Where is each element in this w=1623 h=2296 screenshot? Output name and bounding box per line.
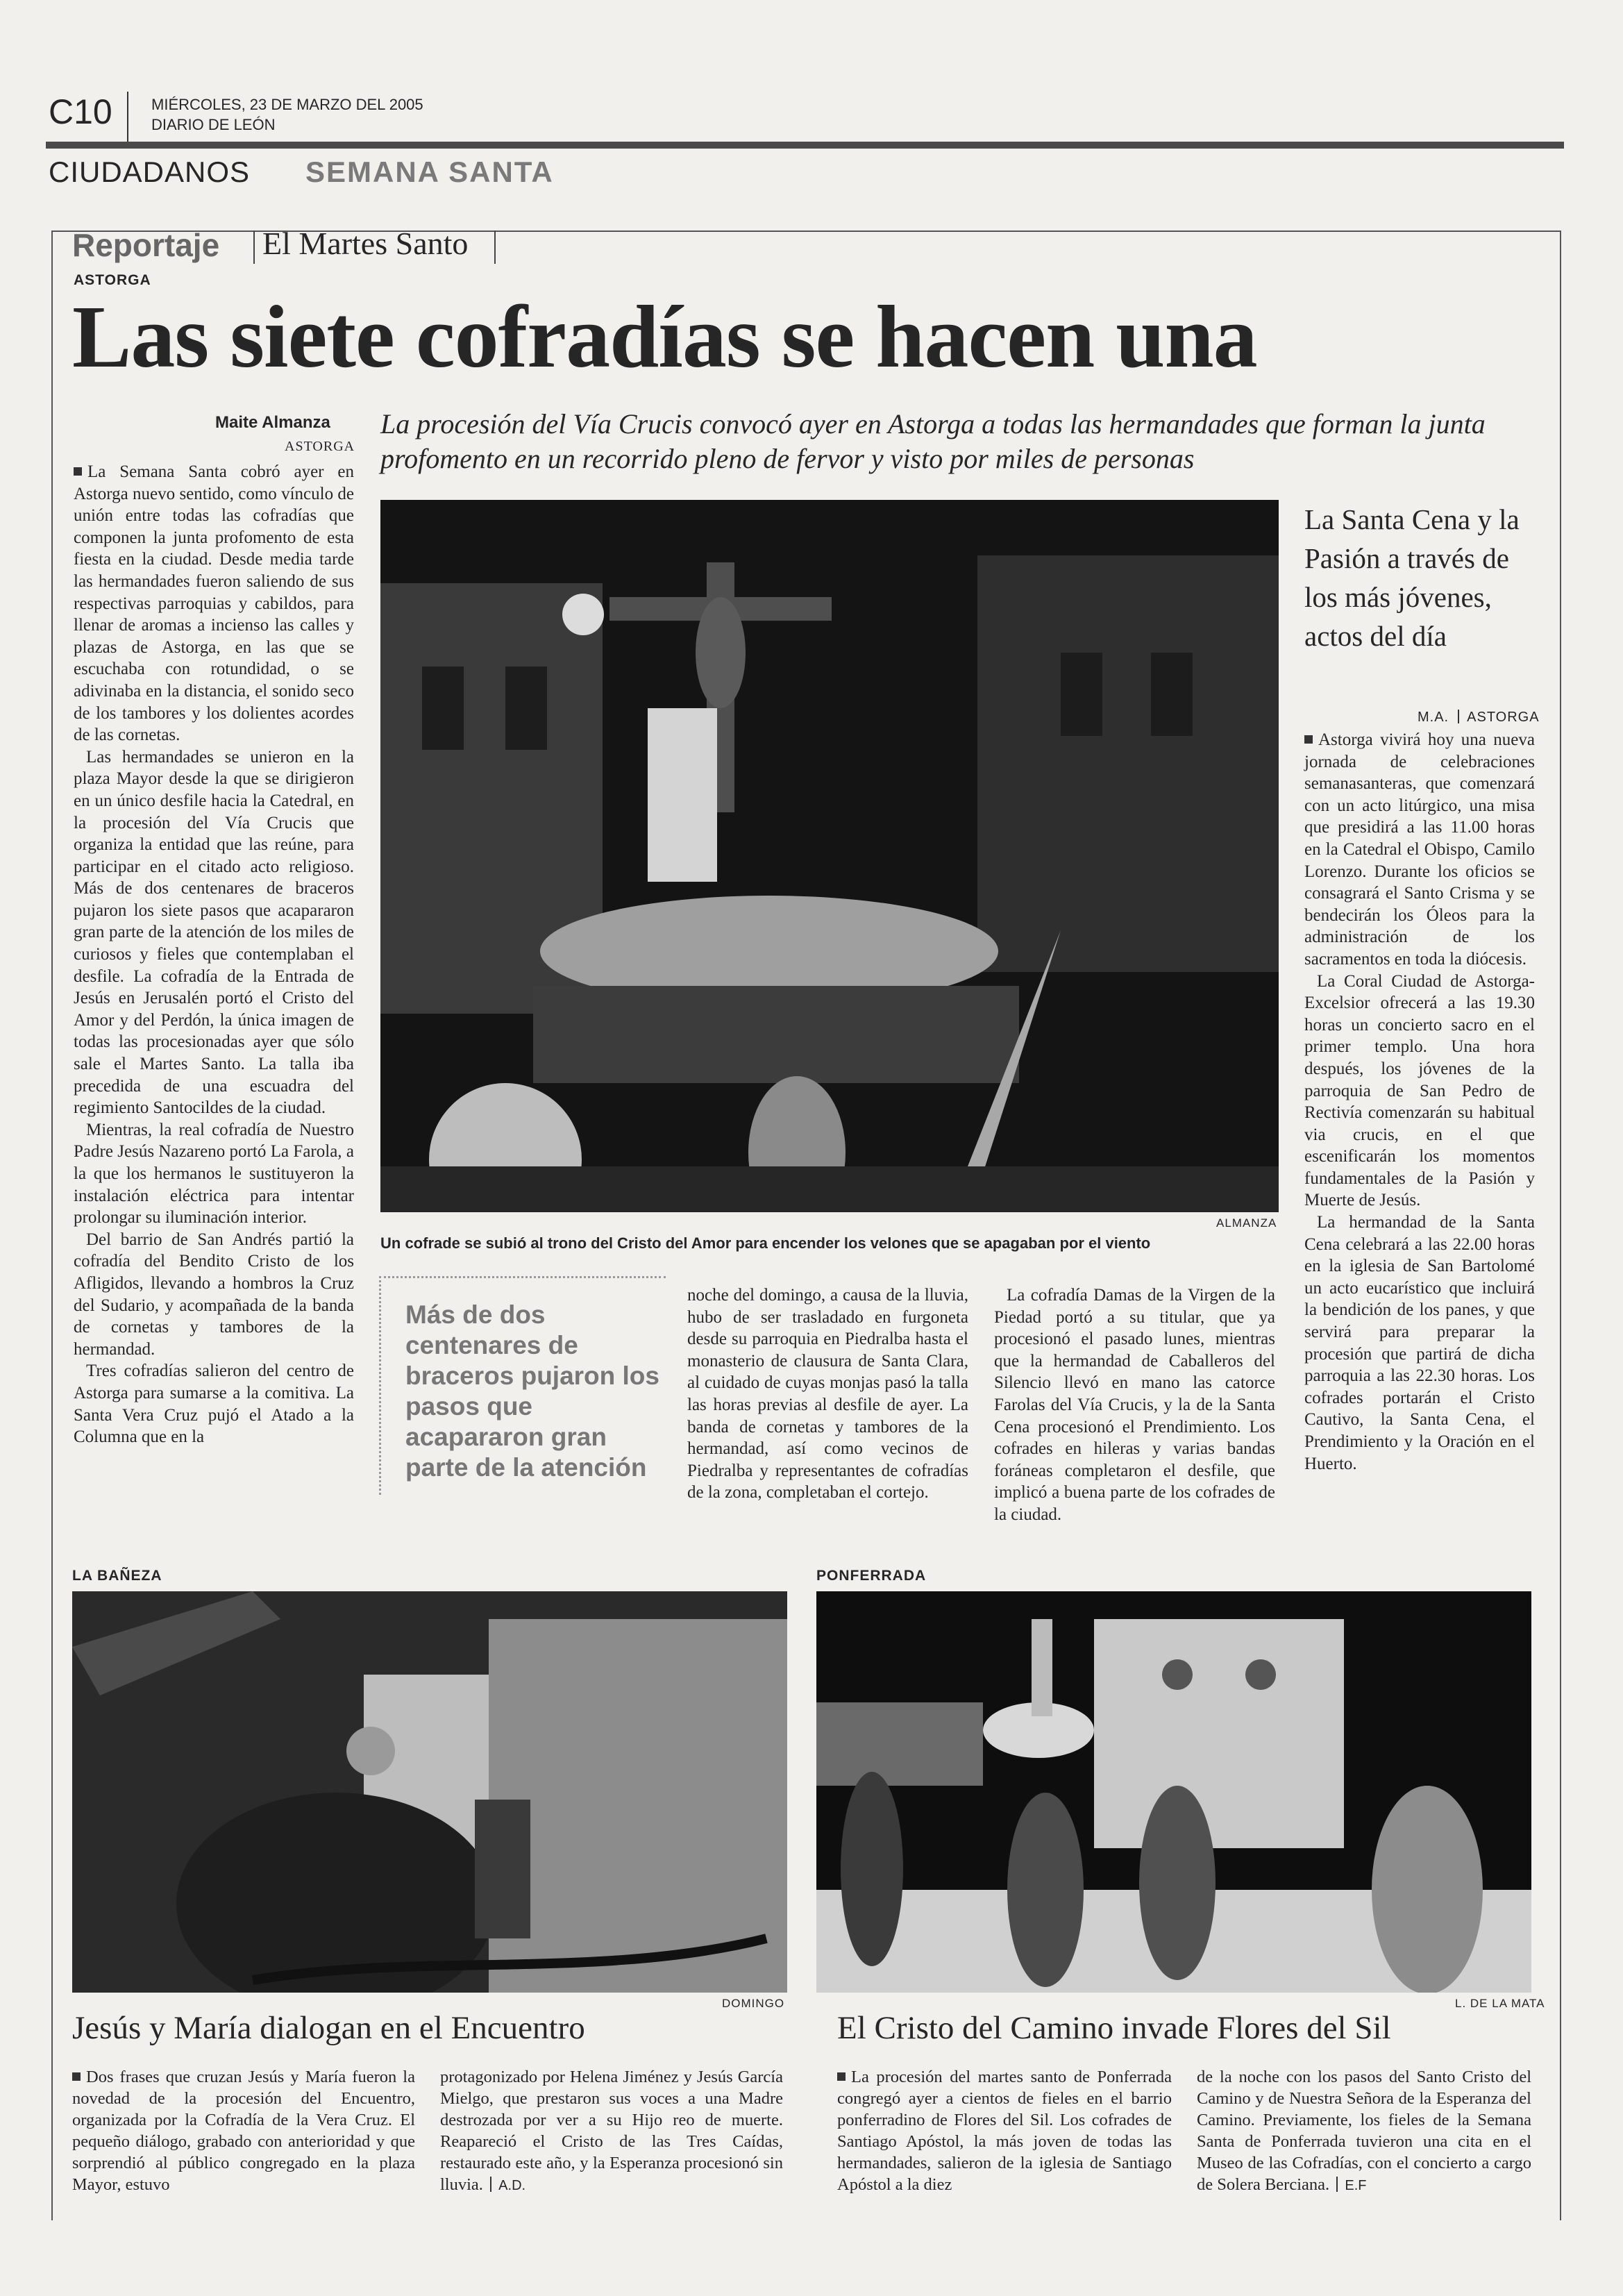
paragraph-bullet-icon xyxy=(837,2072,846,2081)
paragraph: La Semana Santa cobró ayer en Astorga nuevo sentido, como vínculo de unión entre todas las cofradías que componen la junta profomento de esta fiesta en la ciudad. Desde media tarde las hermandades fueron saliendo de sus respectivas parroquias y cabildos, para llenar de aromas a incienso las calles y plazas de Astorga, en las que se escuchaba con rotundidad, o se adivinaba en la distancia, el sonido seco de los tambores y los dolientes acordes de las cornetas. xyxy=(74,462,354,745)
section-label: CIUDADANOS xyxy=(49,156,251,188)
paragraph: Mientras, la real cofradía de Nuestro Padre Jesús Nazareno portó La Farola, a la que los hermanos le sustituyeron la instalación eléctrica para intentar prolongar su iluminación interior. xyxy=(74,1120,354,1227)
la-baneza-photo-credit: DOMINGO xyxy=(722,1997,785,2010)
report-tag-divider xyxy=(253,231,255,264)
report-location: ASTORGA xyxy=(74,272,151,288)
procession-night-photo-illustration xyxy=(816,1591,1531,1993)
main-photo-caption: Un cofrade se subió al trono del Cristo del Amor para encender los velones que se apagaban por el viento xyxy=(380,1234,1151,1252)
paragraph-bullet-icon xyxy=(74,467,82,476)
header-paper-name: DIARIO DE LEÓN xyxy=(151,116,276,133)
byline-author: Maite Almanza xyxy=(215,413,330,432)
la-baneza-column-2 xyxy=(440,2066,783,2197)
paragraph: Dos frases que cruzan Jesús y María fueron la novedad de la procesión del Encuentro, organizada por la Cofradía de la Vera Cruz. El pequeño diálogo, grabado con anterioridad y que sorprendió al público congregado en la plaza Mayor, estuvo xyxy=(72,2068,415,2194)
ponferrada-photo xyxy=(816,1591,1531,1993)
sidebar-headline: La Santa Cena y la Pasión a través de los más jóvenes, actos del día xyxy=(1304,503,1520,652)
paragraph-bullet-icon xyxy=(1304,735,1313,744)
pull-quote: Más de dos centenares de braceros pujaron los pasos que acapararon gran parte de la atención xyxy=(405,1300,659,1482)
ponferrada-column-2 xyxy=(1197,2066,1531,2197)
article-column-3 xyxy=(994,1284,1275,1526)
subsection-label: SEMANA SANTA xyxy=(305,156,554,188)
ponferrada-column-1 xyxy=(837,2066,1172,2195)
article-column-1 xyxy=(74,461,354,1448)
signature-divider xyxy=(1336,2177,1338,2192)
paragraph: de la noche con los pasos del Santo Cristo del Camino y de Nuestra Señora de la Esperanza del Camino. Previamente, los fieles de la Semana Santa de Ponferrada tuvieron una cita en el Museo de las Cofradías, con el concierto a cargo de Solera Berciana. xyxy=(1197,2068,1531,2194)
header-date-block xyxy=(151,94,423,135)
header-rule xyxy=(46,142,1564,149)
sidebar-author: M.A. xyxy=(1418,710,1449,725)
paragraph: noche del domingo, a causa de la lluvia, hubo de ser trasladado en furgoneta desde su parroquia en Piedralba hasta el monasterio de clausura de Santa Clara, al cuidado de cuyas monjas pasó la talla las horas previas al desfile de ayer. La banda de cornetas y tambores de la hermandad, así como vecinos de Piedralba y representantes de cofradías de la zona, completaban el cortejo. xyxy=(687,1286,968,1502)
report-title: El Martes Santo xyxy=(262,226,469,261)
main-photo xyxy=(380,500,1279,1212)
signature-divider xyxy=(490,2177,491,2192)
page-number: C10 xyxy=(49,92,112,131)
ponferrada-location: PONFERRADA xyxy=(816,1568,927,1584)
paragraph: La Coral Ciudad de Astorga-Excelsior ofrecerá a las 19.30 horas un concierto sacro en el primer templo. Una hora después, los jóvenes de la parroquia de San Pedro de Rectivía comenzarán su habitual via crucis, en el que escenificarán los momentos fundamentales de la Pasión y Muerte de Jesús. xyxy=(1304,971,1535,1210)
la-baneza-column-1 xyxy=(72,2066,415,2195)
article-column-2 xyxy=(687,1284,968,1504)
main-headline: Las siete cofradías se hacen una xyxy=(72,287,1257,386)
ponferrada-headline: El Cristo del Camino invade Flores del Sil xyxy=(837,2010,1391,2046)
ponferrada-photo-credit: L. DE LA MATA xyxy=(1455,1997,1545,2010)
paragraph: La hermandad de la Santa Cena celebrará a las 22.00 horas en la iglesia de San Bartolomé un acto eucarístico que incluirá la bendición de los panes, y que servirá para preparar la procesión que partirá de dicha parroquia a las 22.30 horas. Los cofrades portarán el Cristo Cautivo, la Santa Cena, el Prendimiento y la Oración en el Huerto. xyxy=(1304,1213,1535,1473)
byline-location: ASTORGA xyxy=(285,439,355,454)
la-baneza-photo xyxy=(72,1591,787,1993)
sidebar-byline xyxy=(1418,710,1540,726)
report-title-divider xyxy=(494,231,496,264)
article-dek: La procesión del Vía Crucis convocó ayer en Astorga a todas las hermandades que forman la junta profomento en un recorrido pleno de fervor y visto por miles de personas xyxy=(380,408,1486,474)
header-date: MIÉRCOLES, 23 DE MARZO DEL 2005 xyxy=(151,96,423,113)
paragraph: protagonizado por Helena Jiménez y Jesús García Mielgo, que prestaron sus voces a una Madre destrozada por ver a su Hijo reo de muerte. Reapareció el Cristo de las Tres Caídas, restaurado este año, y la Esperanza procesionó sin lluvia. xyxy=(440,2068,783,2194)
paragraph: La procesión del martes santo de Ponferrada congregó ayer a cientos de fieles en el barrio ponferradino de Flores del Sil. Los cofrades de Santiago Apóstol, la más joven de todas las hermandades, salieron de la iglesia de Santiago Apóstol a la diez xyxy=(837,2068,1172,2194)
sidebar-body xyxy=(1304,729,1535,1475)
report-tag: Reportaje xyxy=(72,227,220,263)
la-baneza-headline: Jesús y María dialogan en el Encuentro xyxy=(72,2010,585,2046)
paragraph: Tres cofradías salieron del centro de Astorga para sumarse a la comitiva. La Santa Vera Cruz pujó el Atado a la Columna que en la xyxy=(74,1361,354,1447)
paragraph: Las hermandades se unieron en la plaza Mayor desde la que se dirigieron en un único desfile hacia la Catedral, en la procesión del Vía Crucis que organiza la entidad que las reúne, para participar en el citado acto religioso. Más de dos centenares de braceros pujaron los siete pasos que acapararon gran parte de la atención de los miles de curiosos y fieles que contemplaban el desfile. La cofradía de la Entrada de Jesús en Jerusalén portó el Cristo del Amor y del Perdón, la única imagen de todas las procesionadas ayer que sólo sale el Martes Santo. La talla iba precedida de una escuadra del regimiento Santocildes de la ciudad. xyxy=(74,747,354,1118)
signature: A.D. xyxy=(498,2178,526,2193)
paragraph: Astorga vivirá hoy una nueva jornada de celebraciones semanasanteras, que comenzará con un acto litúrgico, una misa que presidirá a las 11.00 horas en la Catedral el Obispo, Camilo Lorenzo. Durante los oficios se consagrará el Santo Crisma y se bendecirán los Óleos para la administración de los sacramentos en toda la diócesis. xyxy=(1304,730,1535,969)
la-baneza-location: LA BAÑEZA xyxy=(72,1568,162,1584)
encuentro-photo-illustration xyxy=(72,1591,787,1993)
signature: E.F xyxy=(1345,2178,1367,2193)
header-divider xyxy=(127,92,128,142)
paragraph: Del barrio de San Andrés partió la cofradía del Bendito Cristo de los Afligidos, llevando a hombros la Cruz del Sudario, y acompañada de la banda de cornetas y tambores de la hermandad. xyxy=(74,1230,354,1359)
sidebar-location: ASTORGA xyxy=(1467,710,1540,725)
paragraph-bullet-icon xyxy=(72,2072,81,2081)
procession-photo-illustration xyxy=(380,500,1279,1212)
main-photo-credit: ALMANZA xyxy=(1216,1216,1277,1230)
paragraph: La cofradía Damas de la Virgen de la Piedad portó a su titular, que ya procesionó el pasado lunes, mientras que la hermandad de Caballeros del Silencio llevó en mano las catorce Farolas del Vía Crucis, y la de la Santa Cena procesionó el Prendimiento. Los cofrades en hileras y varias bandas foráneas completaron el desfile, que implicó a buena parte de los cofrades de la ciudad. xyxy=(994,1286,1275,1524)
sidebar-byline-divider xyxy=(1458,710,1459,723)
